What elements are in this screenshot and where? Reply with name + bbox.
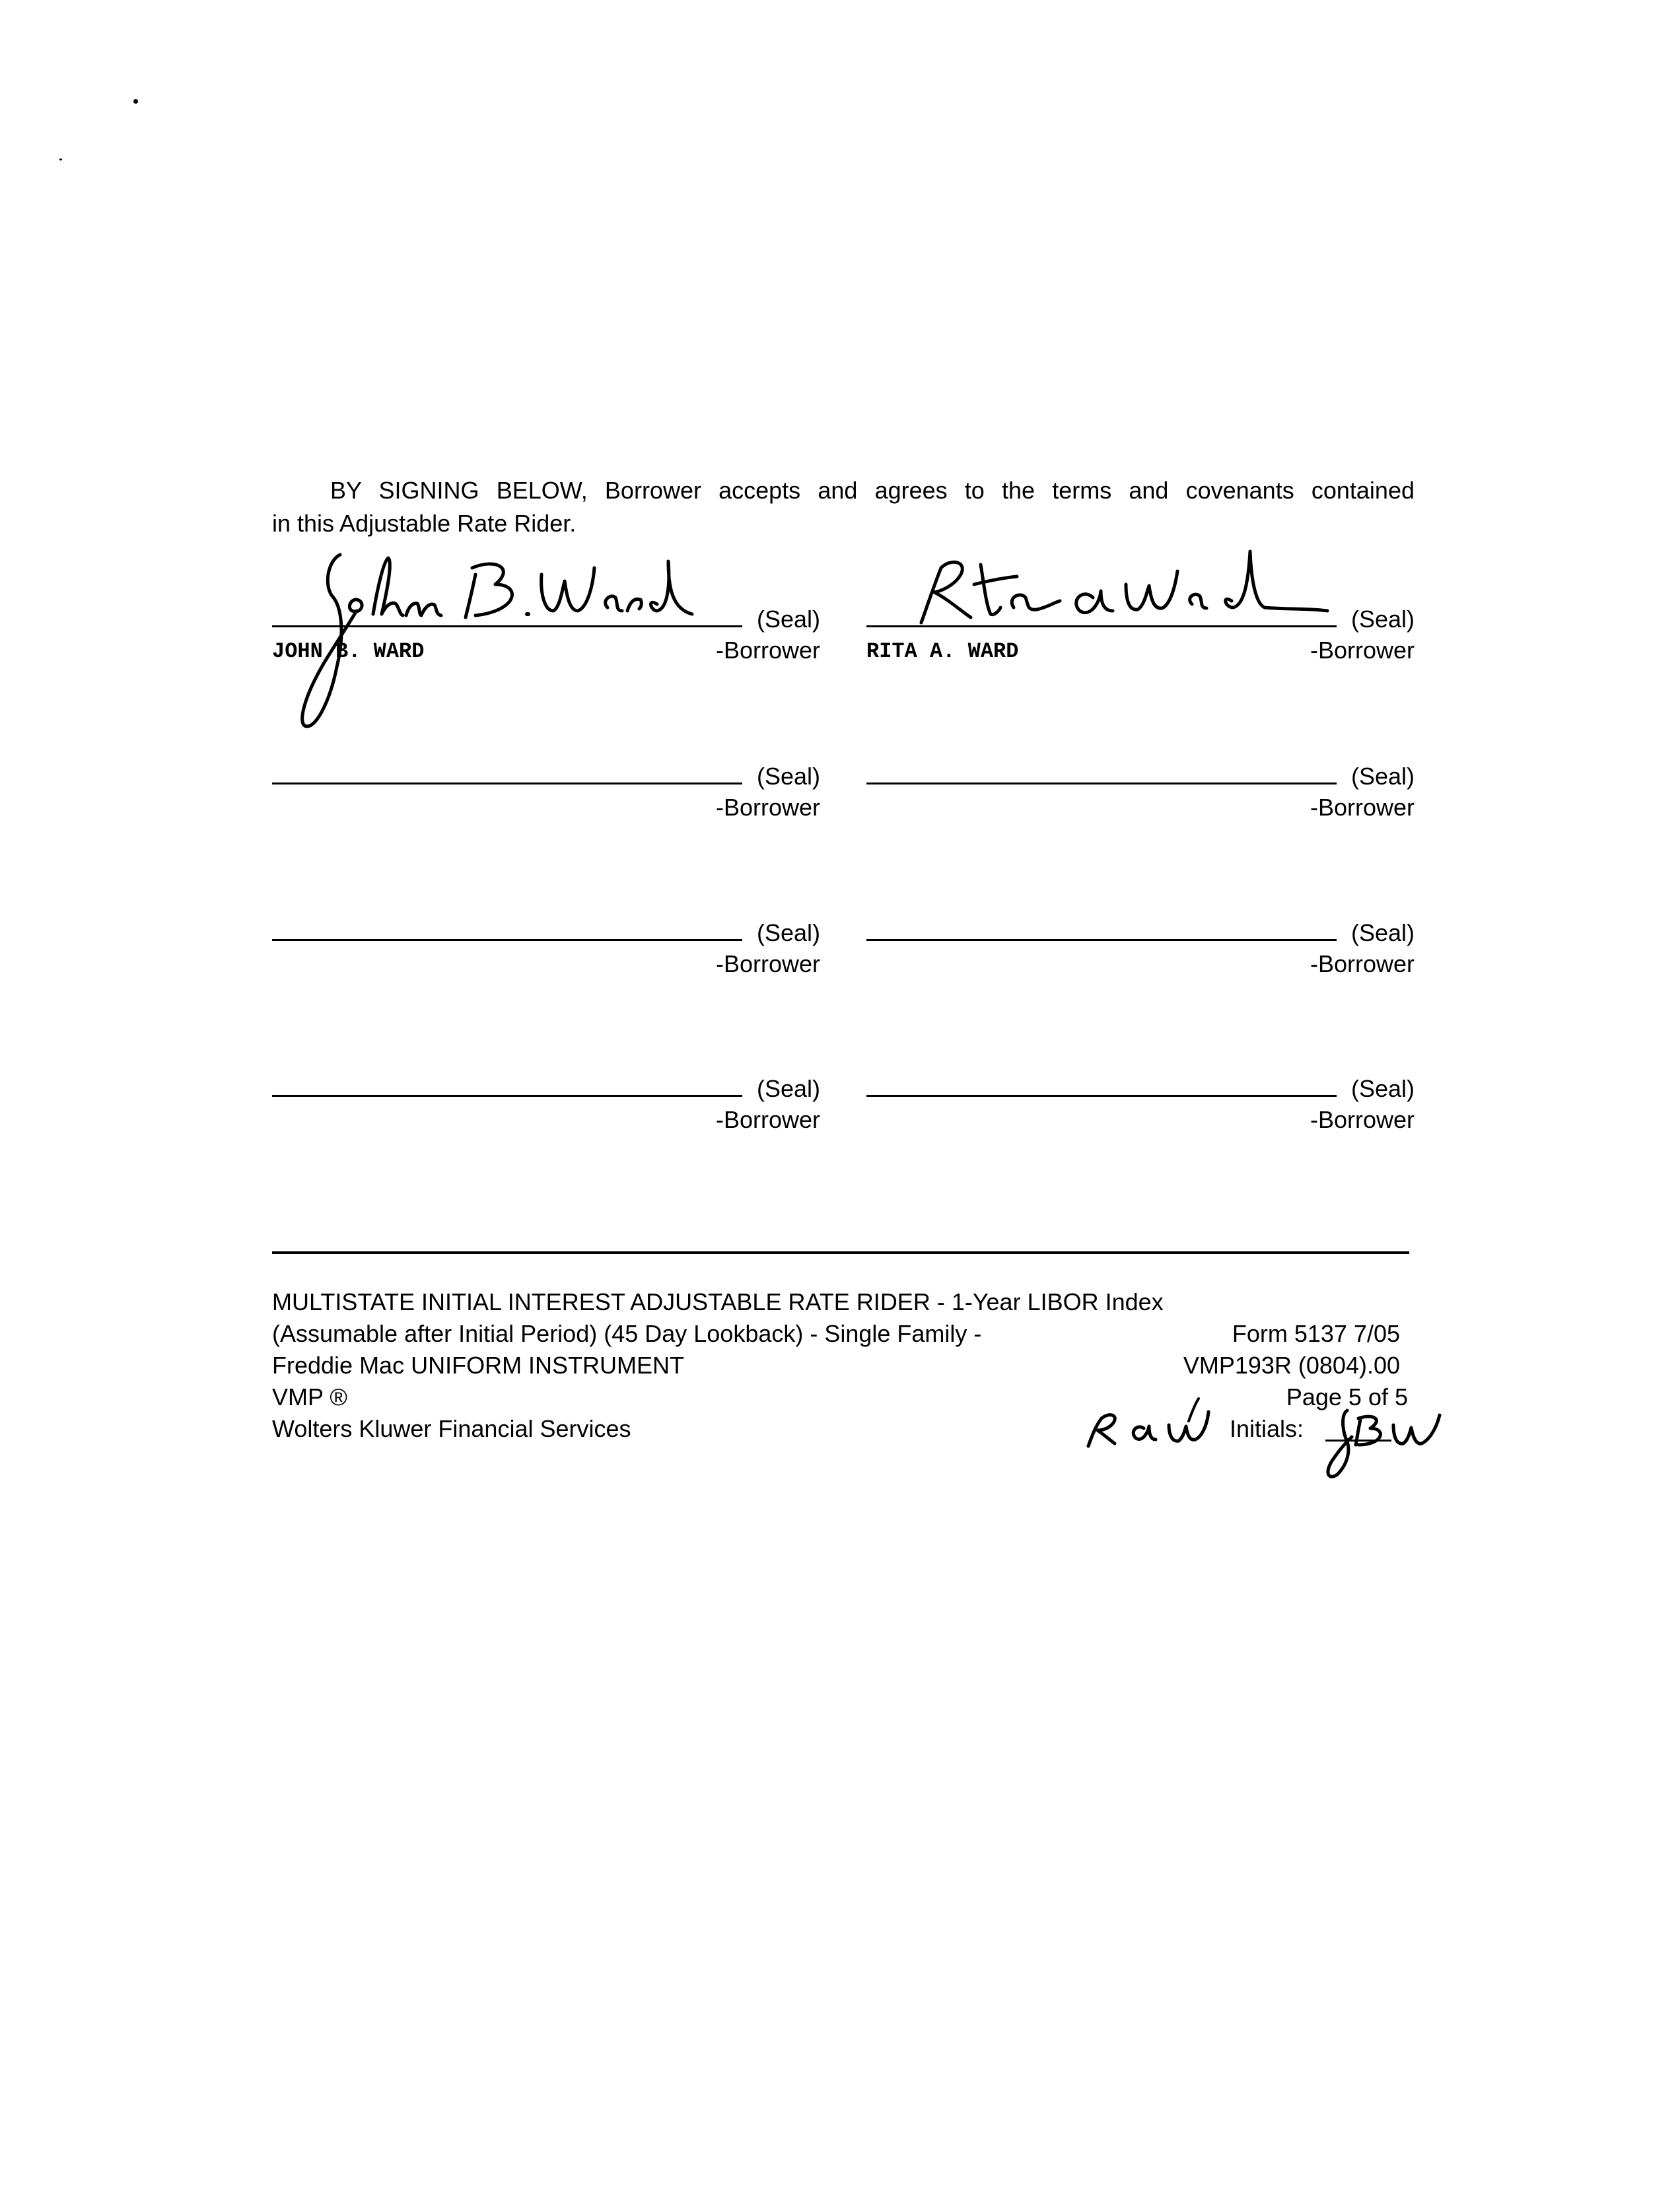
scan-speck [59,158,62,160]
intro-line-1: BY SIGNING BELOW, Borrower accepts and agrees to the terms and covenants contained [330,477,1415,504]
borrower-label: -Borrower [715,637,820,664]
borrower-label: -Borrower [1310,950,1415,977]
signature-line [866,939,1337,941]
borrower-label: -Borrower [1310,1106,1415,1133]
seal-label: (Seal) [1350,1075,1415,1102]
initials-label: Initials: [1230,1415,1304,1442]
signature-line [272,1095,742,1097]
signature-block-8 [866,1042,1415,1133]
borrower-label: -Borrower [715,794,820,821]
seal-label: (Seal) [756,763,820,790]
printed-name: RITA A. WARD [866,639,1019,664]
form-code: VMP193R (0804).00 [1183,1352,1400,1379]
vmp-brand: VMP ® [272,1383,347,1410]
publisher-name: Wolters Kluwer Financial Services [272,1415,631,1442]
signature-line [866,782,1337,784]
john-ward-signature [277,548,700,740]
intro-line-2: in this Adjustable Rate Rider. [272,510,577,537]
seal-label: (Seal) [1350,763,1415,790]
seal-label: (Seal) [1350,606,1415,633]
seal-label: (Seal) [756,606,820,633]
form-title-line-2: (Assumable after Initial Period) (45 Day Lookback) - Single Family - [272,1320,982,1347]
rita-ward-signature [895,545,1331,631]
signature-line [272,782,742,784]
borrower-label: -Borrower [715,1106,820,1133]
borrower-label: -Borrower [715,950,820,977]
signature-line [272,939,742,941]
signature-block-4 [866,730,1415,821]
signature-block-7 [272,1042,820,1133]
form-title-line-3: Freddie Mac UNIFORM INSTRUMENT [272,1352,685,1379]
raw-initials [1083,1399,1222,1451]
form-number: Form 5137 7/05 [1232,1320,1400,1347]
printed-name: JOHN B. WARD [272,639,425,664]
page-number: Page 5 of 5 [1286,1383,1408,1410]
signature-line [866,1095,1337,1097]
seal-label: (Seal) [1350,919,1415,946]
form-title-line-1: MULTISTATE INITIAL INTEREST ADJUSTABLE RATE RIDER - 1-Year LIBOR Index [272,1288,1164,1315]
signature-block-3 [272,730,820,821]
signature-block-6 [866,886,1415,977]
seal-label: (Seal) [756,919,820,946]
borrower-label: -Borrower [1310,637,1415,664]
scan-speck [133,99,138,104]
borrower-label: -Borrower [1310,794,1415,821]
jbw-initials [1311,1405,1450,1484]
footer-rule [272,1251,1409,1254]
signature-block-5 [272,886,820,977]
seal-label: (Seal) [756,1075,820,1102]
intro-paragraph [272,474,1415,540]
